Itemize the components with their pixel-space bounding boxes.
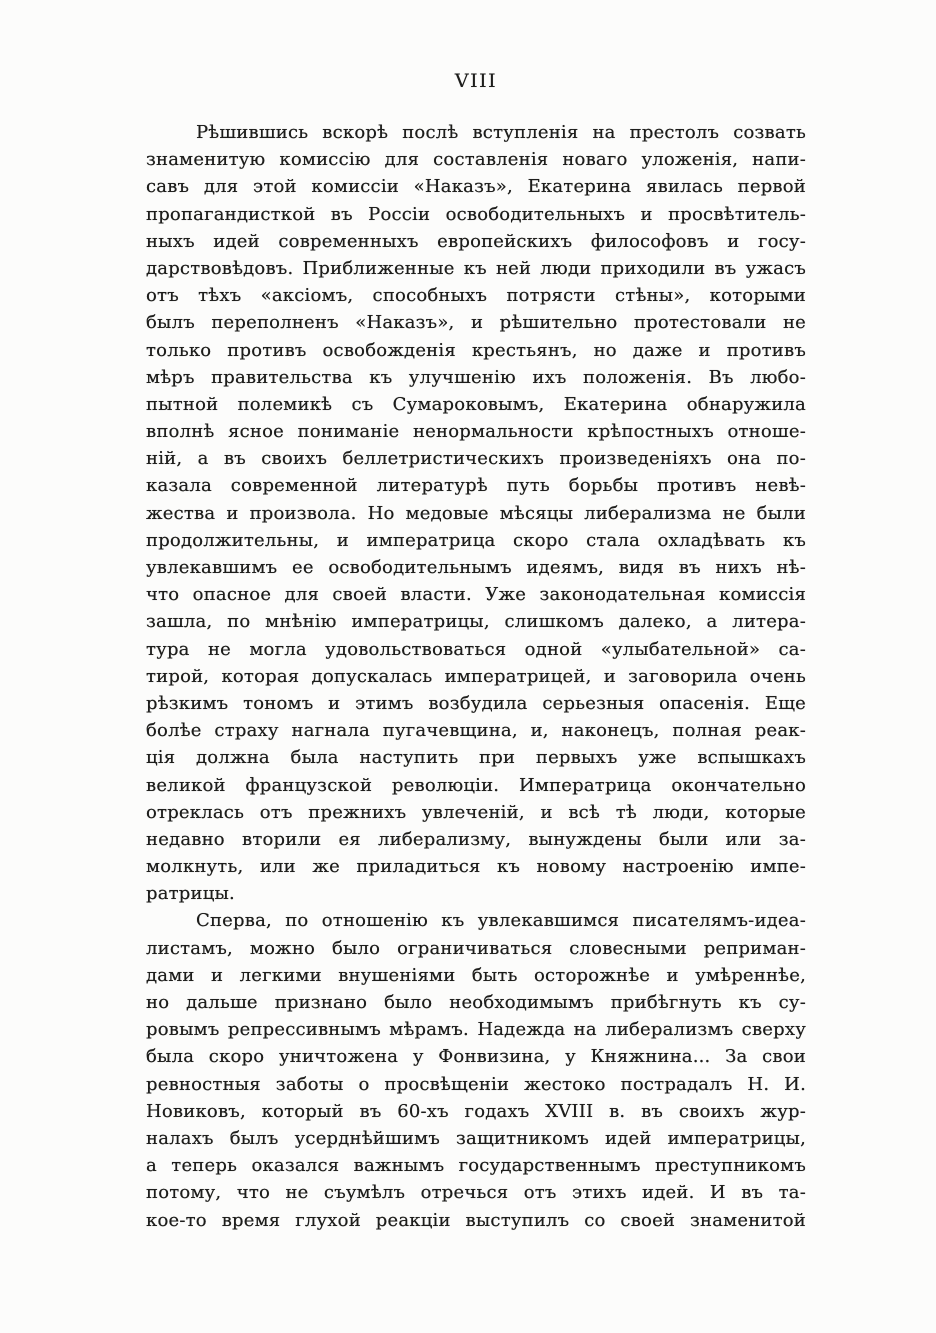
text-line: недавно вторили ея либерализму, вынуждены были или за- <box>146 828 806 850</box>
text-line: тура не могла удовольствоваться одной «улыбательной» са- <box>146 638 806 660</box>
text-line: былъ переполненъ «Наказъ», и рѣшительно протестовали не <box>146 312 806 334</box>
text-line: жества и произвола. Но медовые мѣсяцы либерализма не были <box>146 502 806 524</box>
text-line: пропагандисткой въ Россіи освободительныхъ и просвѣтитель- <box>146 203 806 225</box>
text-line: великой французской революціи. Императрица окончательно <box>146 774 806 796</box>
page-number: VIII <box>454 70 498 92</box>
text-line: а теперь оказался важнымъ государственнымъ преступникомъ <box>146 1155 806 1177</box>
text-line: тирой, которая допускалась императрицей, и заговорила очень <box>146 665 806 687</box>
text-line: ровымъ репрессивнымъ мѣрамъ. Надежда на либерализмъ сверху <box>146 1019 806 1041</box>
text-line: ція должна была наступить при первыхъ уже вспышкахъ <box>146 747 806 769</box>
text-line: но дальше признано было необходимымъ прибѣгнуть къ су- <box>146 992 806 1013</box>
text-line: савъ для этой комиссіи «Наказъ», Екатерина явилась первой <box>146 176 806 198</box>
paragraph <box>146 119 806 907</box>
text-line: рѣзкимъ тономъ и этимъ возбудила серьезныя опасенія. Еще <box>146 692 806 714</box>
text-line: налахъ былъ усерднѣйшимъ защитникомъ идей императрицы, <box>146 1127 806 1149</box>
text-line: ній, а въ своихъ беллетристическихъ произведеніяхъ она по- <box>146 448 806 470</box>
text-line: казала современной литературѣ путь борьбы противъ невѣ- <box>146 475 806 497</box>
text-line: потому, что не съумѣлъ отречься отъ этихъ идей. И въ та- <box>146 1182 806 1204</box>
text-line: знаменитую комиссію для составленія новаго уложенія, напи- <box>146 149 806 171</box>
text-line: отъ тѣхъ «аксіомъ, способныхъ потрясти стѣны», которыми <box>146 285 806 307</box>
text-line: что опасное для своей власти. Уже законодательная комиссія <box>146 584 806 606</box>
text-line: Рѣшившись вскорѣ послѣ вступленія на престолъ созвать <box>196 122 806 143</box>
text-line: листамъ, можно было ограничиваться словесными реприман- <box>146 937 806 959</box>
text-line: продолжительны, и императрица скоро стала охладѣвать къ <box>146 529 806 551</box>
text-line: вполнѣ ясное пониманіе ненормальности крѣпостныхъ отноше- <box>146 421 806 443</box>
text-line: ревностныя заботы о просвѣщеніи жестоко пострадалъ Н. И. <box>146 1073 806 1095</box>
text-line: кое-то время глухой реакціи выступилъ со своей знаменитой <box>146 1209 806 1231</box>
text-line: была скоро уничтожена у Фонвизина, у Княжнина... За свои <box>146 1046 806 1068</box>
text-line: ратрицы. <box>146 883 235 905</box>
text-line: дами и легкими внушеніями быть осторожнѣе и умѣреннѣе, <box>146 964 806 986</box>
text-line: мѣръ правительства къ улучшенію ихъ положенія. Въ любо- <box>146 366 806 388</box>
text-line: Сперва, по отношенію къ увлекавшимся писателямъ-идеа- <box>196 910 806 932</box>
text-line: болѣе страху нагнала пугачевщина, и, наконецъ, полная реак- <box>146 720 806 742</box>
text-line: зашла, по мнѣнію императрицы, слишкомъ далеко, а литера- <box>146 611 806 633</box>
text-line: пытной полемикѣ съ Сумароковымъ, Екатерина обнаружила <box>146 393 806 415</box>
text-line: только противъ освобожденія крестьянъ, но даже и противъ <box>146 339 806 361</box>
text-line: молкнуть, или же приладиться къ новому настроенію импе- <box>146 856 806 878</box>
text-line: дарствовѣдовъ. Приближенные къ ней люди приходили въ ужасъ <box>146 257 806 279</box>
paragraph <box>146 907 806 1233</box>
page-text-block <box>146 119 806 1234</box>
text-line: ныхъ идей современныхъ европейскихъ философовъ и госу- <box>146 230 806 252</box>
text-line: отреклась отъ прежнихъ увлеченій, и всѣ тѣ люди, которые <box>146 801 806 823</box>
text-line: увлекавшимъ ее освободительнымъ идеямъ, видя въ нихъ нѣ- <box>146 557 806 578</box>
text-line: Новиковъ, который въ 60-хъ годахъ XVIII в. въ своихъ жур- <box>146 1100 806 1122</box>
